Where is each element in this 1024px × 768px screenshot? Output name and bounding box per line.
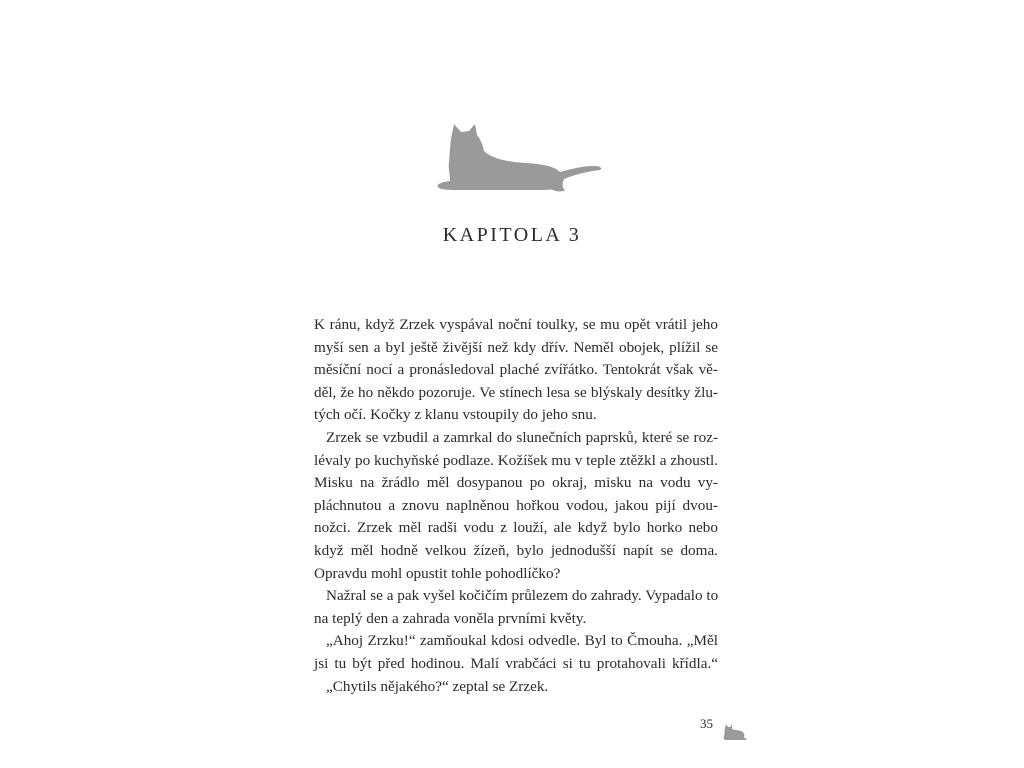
text-line: myší sen a byl ještě živější než kdy dřív. Neměl obojek, plížil se [314, 338, 718, 356]
text-line: Zrzek se vzbudil a zamrkal do slunečních paprsků, které se roz- [326, 428, 718, 446]
page-number: 35 [700, 716, 713, 731]
chapter-body-text [314, 314, 718, 698]
text-line: nožci. Zrzek měl radši vodu z louží, ale když bylo horko nebo [314, 519, 718, 537]
small-cat-icon [722, 724, 748, 742]
text-line: Nažral se a pak vyšel kočičím průlezem do zahrady. Vypadalo to [326, 587, 719, 605]
text-line: když měl hodně velkou žízeň, bylo jednodušší napít se doma. [314, 541, 718, 559]
text-line: „Ahoj Zrzku!“ zamňoukal kdosi odvedle. Byl to Čmouha. „Měl [326, 632, 718, 650]
text-line: Misku na žrádlo měl dosypanou po okraj, misku na vodu vy- [314, 474, 718, 492]
text-line: na teplý den a zahrada voněla prvními květy. [314, 609, 587, 627]
lying-cat-silhouette-icon [436, 124, 604, 196]
text-line: Opravdu mohl opustit tohle pohodlíčko? [314, 564, 561, 582]
text-line: tých očí. Kočky z klanu vstoupily do jeho snu. [314, 406, 597, 424]
text-line: pláchnutou a znovu naplněnou hořkou vodou, jakou pijí dvou- [314, 496, 718, 514]
page-footer [700, 716, 760, 744]
text-line: jsi tu být před hodinou. Malí vrabčáci si tu protahovali křídla.“ [314, 654, 718, 672]
text-line: „Chytils nějakého?“ zeptal se Zrzek. [326, 677, 549, 695]
chapter-title: KAPITOLA 3 [442, 224, 582, 246]
text-line: měsíční nocí a pronásledoval plaché zvířátko. Tentokrát však vě- [314, 361, 718, 379]
text-line: děl, že ho někdo pozoruje. Ve stínech lesa se blýskaly desítky žlu- [314, 383, 718, 401]
text-line: lévaly po kuchyňské podlaze. Kožíšek mu v teple ztěžkl a zhoustl. [314, 451, 718, 469]
text-line: K ránu, když Zrzek vyspával noční toulky, se mu opět vrátil jeho [314, 316, 718, 333]
